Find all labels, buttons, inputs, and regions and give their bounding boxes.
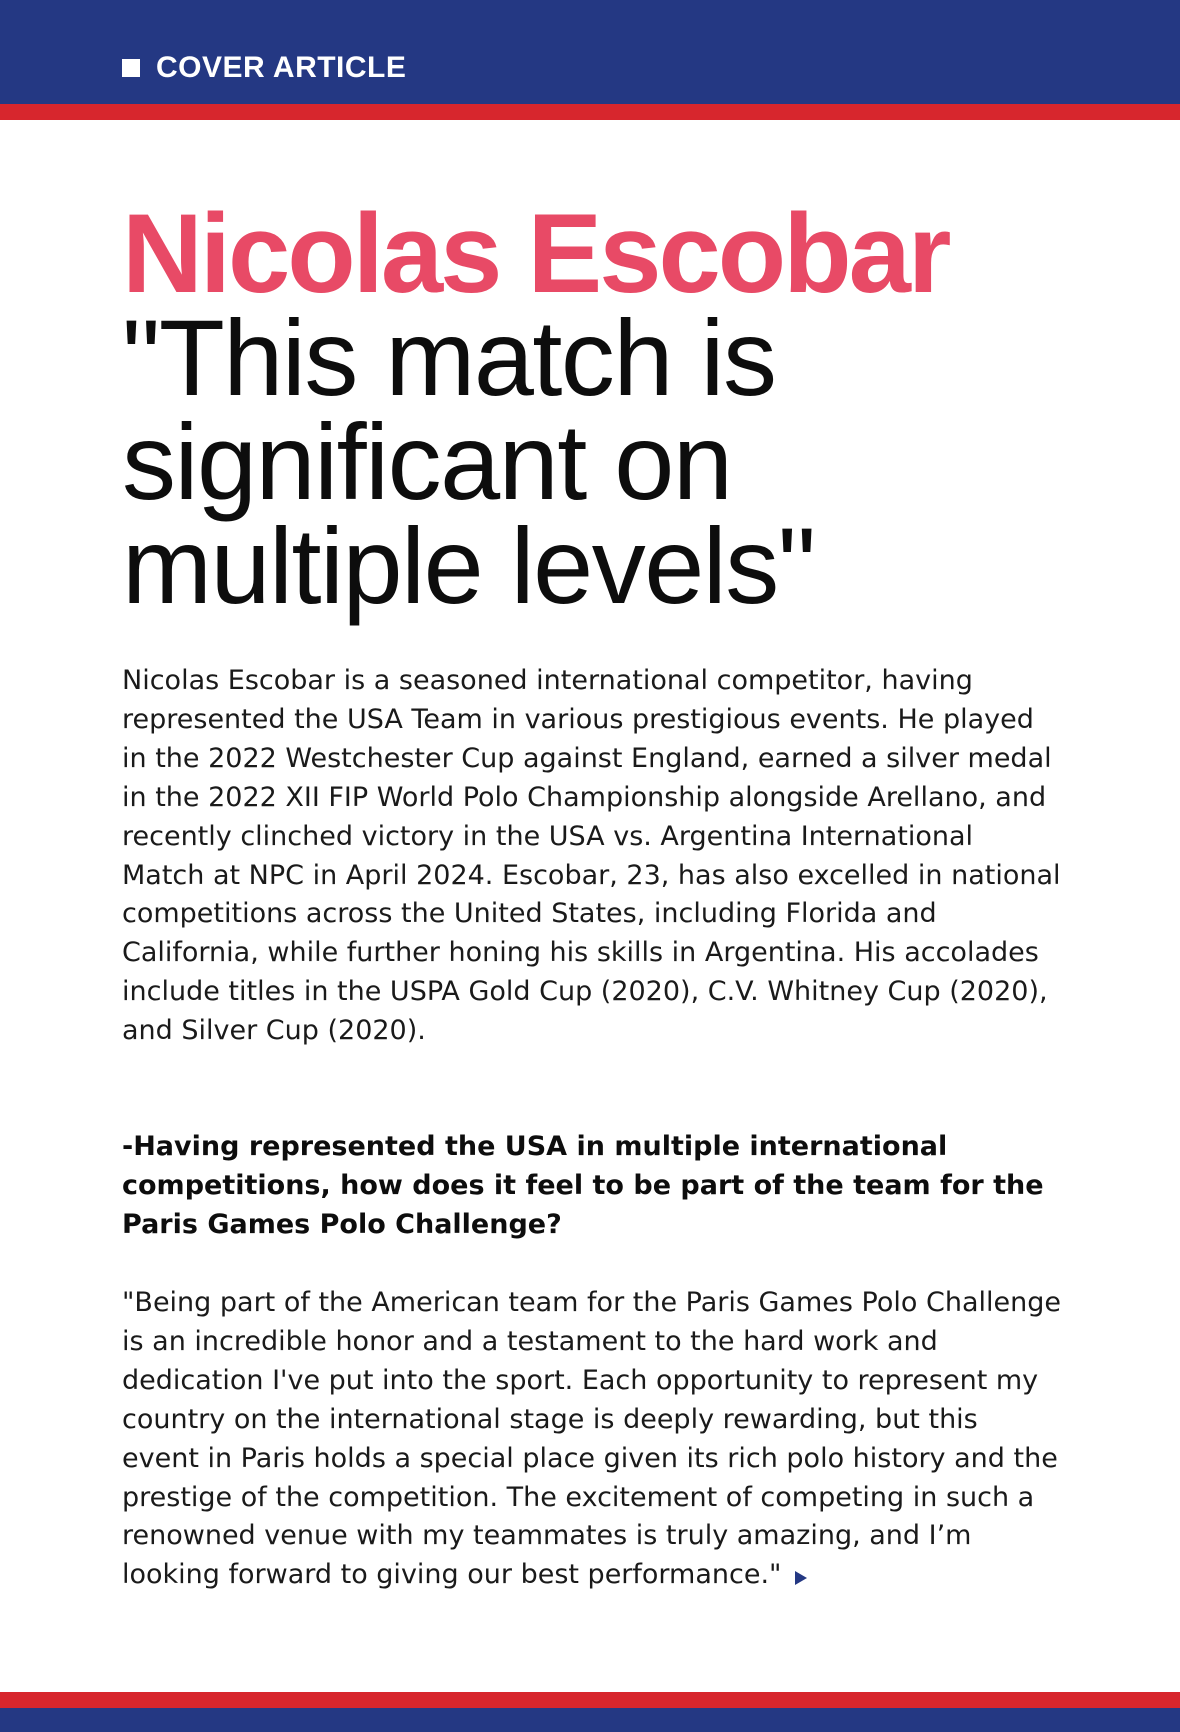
headline-line: multiple levels": [122, 505, 815, 626]
section-label: [122, 48, 406, 88]
article-headline: [122, 297, 1082, 626]
interview-question: -Having represented the USA in multiple international competitions, how does it feel to be part of the team for the Paris Games Polo Challenge?: [122, 1131, 1044, 1240]
bio-paragraph: Nicolas Escobar is a seasoned international competitor, having represented the USA Team in various prestigious events. He played in the 2022 Westchester Cup against England, earned a silver medal in the 2022 XII FIP World Polo Championship alongside Arellano, and recently clinched victory in the USA vs. Argentina International Match at NPC in April 2024. Escobar, 23, has also excelled in national competitions across the United States, including Florida and California, while further honing his skills in Argentina. His accolades include titles in the USPA Gold Cup (2020), C.V. Whitney Cup (2020), and Silver Cup (2020).: [122, 665, 1061, 1047]
header-stripe: [0, 104, 1180, 120]
section-label-text: COVER ARTICLE: [156, 51, 407, 84]
footer-bar: [0, 1708, 1180, 1732]
answer-text: "Being part of the American team for the Paris Games Polo Challenge is an incredible honor and a testament to the hard work and dedication I've put into the sport. Each opportunity to represent my country on the international stage is deeply rewarding, but this event in Paris holds a special place given its rich polo history and the prestige of the competition. The excitement of competing in such a renowned venue with my teammates is truly amazing, and I’m looking forward to giving our best performance.": [122, 1287, 1061, 1591]
headline-line: "This match is: [122, 297, 776, 418]
footer-stripe: [0, 1692, 1180, 1708]
interview-answer: [122, 1284, 1062, 1595]
article-name: Nicolas Escobar: [122, 191, 949, 316]
headline-line: significant on: [122, 401, 732, 522]
square-bullet-icon: [122, 59, 140, 77]
play-arrow-icon: [795, 1571, 807, 1585]
